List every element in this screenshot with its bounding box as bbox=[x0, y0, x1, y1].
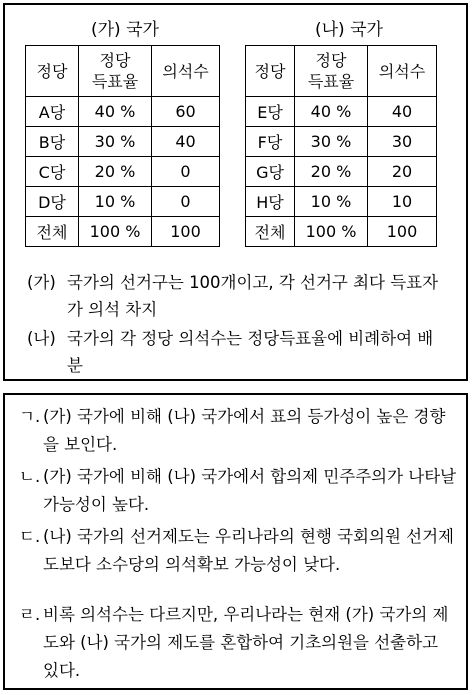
seats-cell: 40 bbox=[368, 97, 437, 127]
header-line: 득표율 bbox=[307, 72, 355, 91]
seats-cell: 100 bbox=[152, 217, 220, 247]
header-cell bbox=[295, 46, 368, 97]
party-cell: G당 bbox=[246, 157, 295, 187]
seats-cell: 20 bbox=[368, 157, 437, 187]
option-marker: ㄴ. bbox=[19, 467, 41, 486]
party-cell: A당 bbox=[26, 97, 79, 127]
option-marker: ㄹ. bbox=[19, 605, 41, 624]
option-text: (가) 국가에 비해 (나) 국가에서 합의제 민주주의가 나타날 가능성이 높다. bbox=[43, 467, 457, 514]
note-na bbox=[27, 325, 441, 379]
table-row bbox=[246, 97, 437, 127]
option-text: (나) 국가의 선거제도는 우리나라의 현행 국회의원 선거제도보다 소수당의 의석확보 가능성이 낮다. bbox=[43, 527, 454, 574]
options-box bbox=[3, 393, 468, 690]
seats-cell: 10 bbox=[368, 187, 437, 217]
data-box bbox=[3, 3, 468, 381]
note-text: 국가의 선거구는 100개이고, 각 선거구 최다 득표자가 의석 차지 bbox=[67, 273, 439, 319]
note-label: (나) bbox=[27, 329, 56, 348]
seats-cell: 100 bbox=[368, 217, 437, 247]
table-row bbox=[26, 187, 220, 217]
header-cell bbox=[79, 46, 152, 97]
option-text: 비록 의석수는 다르지만, 우리나라는 현재 (가) 국가의 제도와 (나) 국가의 제도를 혼합하여 기초의원을 선출하고 있다. bbox=[43, 605, 449, 680]
seats-cell: 60 bbox=[152, 97, 220, 127]
header-cell: 의석수 bbox=[152, 46, 220, 97]
vote-share-cell: 30 % bbox=[295, 127, 368, 157]
party-cell: F당 bbox=[246, 127, 295, 157]
vote-share-cell: 100 % bbox=[79, 217, 152, 247]
header-line: 정당 bbox=[315, 51, 347, 70]
note-label: (가) bbox=[27, 273, 56, 292]
right-country-title: (나) 국가 bbox=[315, 20, 383, 40]
right-country-table bbox=[245, 45, 437, 247]
seats-cell: 40 bbox=[152, 127, 220, 157]
vote-share-cell: 10 % bbox=[79, 187, 152, 217]
vote-share-cell: 40 % bbox=[295, 97, 368, 127]
party-cell: D당 bbox=[26, 187, 79, 217]
table-header-row bbox=[246, 46, 437, 97]
option-item bbox=[19, 601, 457, 685]
header-line: 정당 bbox=[99, 51, 131, 70]
header-cell: 정당 bbox=[26, 46, 79, 97]
table-row bbox=[26, 217, 220, 247]
party-cell: 전체 bbox=[26, 217, 79, 247]
option-text: (가) 국가에 비해 (나) 국가에서 표의 등가성이 높은 경향을 보인다. bbox=[43, 407, 446, 454]
option-item bbox=[19, 403, 457, 459]
table-row bbox=[246, 187, 437, 217]
left-country-title: (가) 국가 bbox=[91, 20, 159, 40]
party-cell: B당 bbox=[26, 127, 79, 157]
vote-share-cell: 100 % bbox=[295, 217, 368, 247]
vote-share-cell: 40 % bbox=[79, 97, 152, 127]
seats-cell: 0 bbox=[152, 157, 220, 187]
table-row bbox=[26, 127, 220, 157]
table-row bbox=[246, 157, 437, 187]
seats-cell: 0 bbox=[152, 187, 220, 217]
vote-share-cell: 20 % bbox=[295, 157, 368, 187]
option-marker: ㄷ. bbox=[19, 527, 41, 546]
header-cell: 의석수 bbox=[368, 46, 437, 97]
table-row bbox=[26, 97, 220, 127]
note-text: 국가의 각 정당 의석수는 정당득표율에 비례하여 배분 bbox=[67, 329, 434, 375]
header-cell: 정당 bbox=[246, 46, 295, 97]
left-country-table bbox=[25, 45, 220, 247]
header-line: 득표율 bbox=[91, 72, 139, 91]
vote-share-cell: 20 % bbox=[79, 157, 152, 187]
table-row bbox=[246, 127, 437, 157]
vote-share-cell: 30 % bbox=[79, 127, 152, 157]
table-row bbox=[26, 157, 220, 187]
party-cell: H당 bbox=[246, 187, 295, 217]
option-marker: ㄱ. bbox=[19, 407, 41, 426]
seats-cell: 30 bbox=[368, 127, 437, 157]
party-cell: E당 bbox=[246, 97, 295, 127]
party-cell: 전체 bbox=[246, 217, 295, 247]
table-header-row bbox=[26, 46, 220, 97]
note-ga bbox=[27, 269, 445, 323]
party-cell: C당 bbox=[26, 157, 79, 187]
option-item bbox=[19, 463, 457, 519]
option-item bbox=[19, 523, 457, 579]
table-row bbox=[246, 217, 437, 247]
vote-share-cell: 10 % bbox=[295, 187, 368, 217]
